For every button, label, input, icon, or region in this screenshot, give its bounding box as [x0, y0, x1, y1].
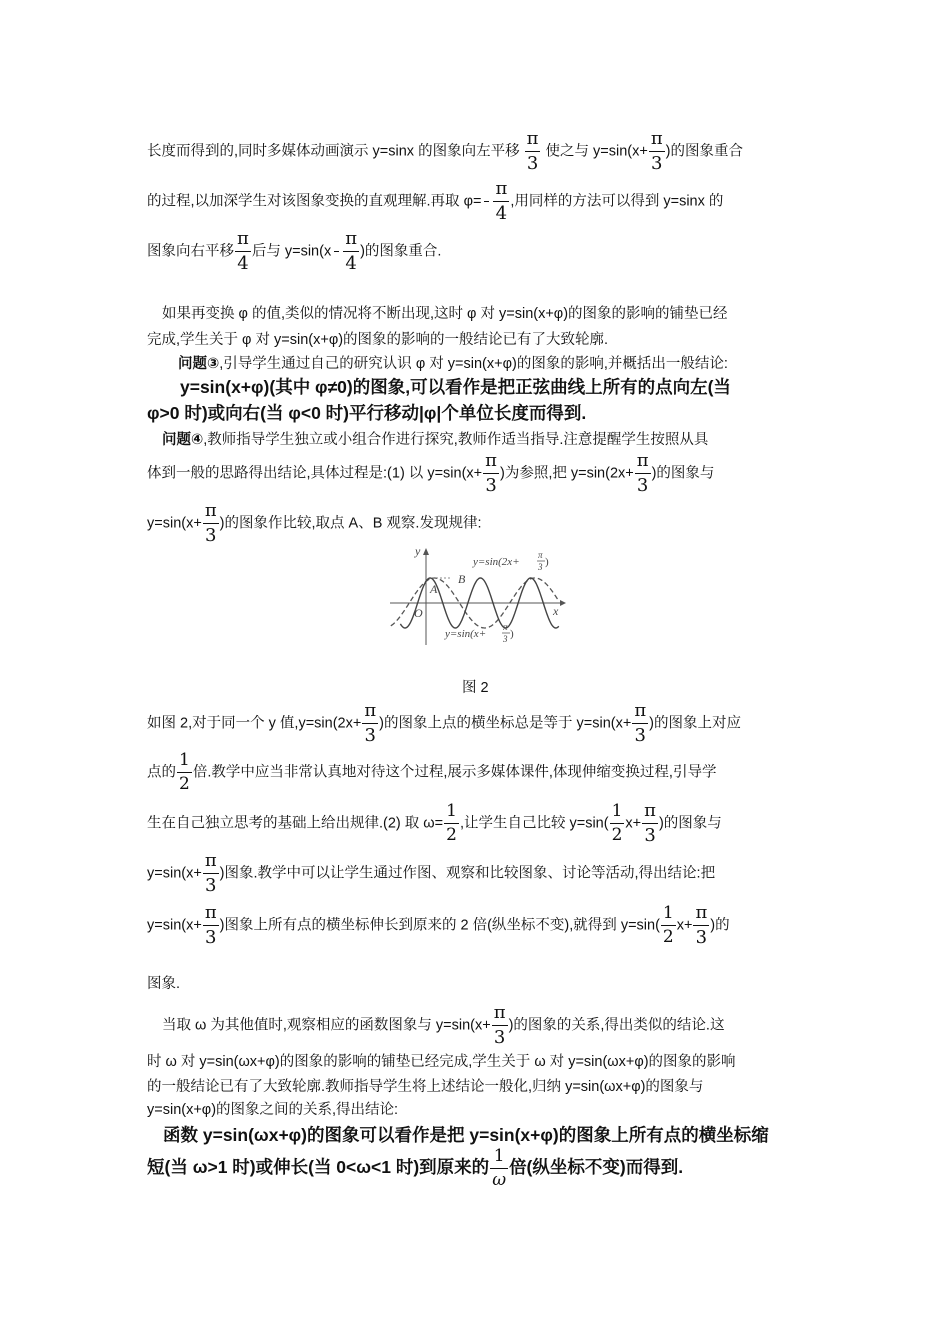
- label-curve-top-close: ): [545, 556, 549, 568]
- figure-sine-graphs: [388, 545, 568, 655]
- para5-line4: y=sin(x+φ)的图象之间的关系,得出结论:: [147, 1102, 399, 1118]
- question3-label: 问题③: [178, 356, 220, 372]
- label-curve-top: y=sin(2x+: [473, 556, 520, 568]
- fraction-pi-over-3: $\frac{\pi}{3}$: [485, 450, 497, 496]
- fraction-1-over-2: $\frac{1}{2}$: [662, 903, 674, 947]
- conclusion2-line1: 函数 y=sin(ωx+φ)的图象可以看作是把 y=sin(x+φ)的图象上所有点的横坐标缩: [163, 1125, 769, 1145]
- minus-sign: [484, 201, 489, 202]
- fraction-pi-over-4: $\frac{\pi}{4}$: [237, 228, 249, 274]
- para2-line2: 完成,学生关于 φ 对 y=sin(x+φ)的图象的影响的一般结论已有了大致轮廓.: [147, 332, 609, 348]
- fraction-pi-over-3: $\frac{\pi}{3}$: [204, 902, 217, 948]
- label-point-a: A: [430, 582, 438, 596]
- para1-line2: 的过程,以加深学生对该图象变换的直观理解.再取 φ= $\frac{\pi}{4}$ ,用同样的方法可以得到 y=sinx 的: [147, 178, 724, 224]
- para1-line1: 长度而得到的,同时多媒体动画演示 y=sinx 的图象向左平移 $\frac{\pi}{3}$ 使之与 y=sin(x+ $\frac{\pi}{3}$ )的图象重合: [147, 128, 744, 174]
- para1-line3: 图象向右平移 $\frac{\pi}{4}$ 后与 y=sin(x $\frac{\pi}{4}$ )的图象重合.: [147, 228, 442, 274]
- minus-sign: [334, 251, 339, 252]
- fraction-pi-over-3: $\frac{\pi}{3}$: [644, 800, 656, 846]
- conclusion1-line2: φ>0 时)或向右(当 φ<0 时)平行移动|φ|个单位长度而得到.: [147, 403, 587, 423]
- fraction-pi-over-4: $\frac{\pi}{4}$: [345, 228, 358, 274]
- figure-caption: 图 2: [462, 680, 489, 696]
- label-origin: O: [414, 606, 423, 620]
- question4-line2: 体到一般的思路得出结论,具体过程是:(1) 以 y=sin(x+ $\frac{\pi}{3}$ )为参照,把 y=sin(2x+ $\frac{\pi}{3}$ )的图象与: [147, 450, 715, 496]
- fraction-pi-over-3: $\frac{\pi}{3}$: [695, 902, 708, 948]
- para5-line1: 当取 ω 为其他值时,观察相应的函数图象与 y=sin(x+ $\frac{\pi}{3}$ )的图象的关系,得出类似的结论.这: [162, 1002, 725, 1048]
- conclusion2-line2: 短(当 ω>1 时)或伸长(当 0<ω<1 时)到原来的 $\frac{1}{\omega}$ 倍(纵坐标不变)而得到.: [147, 1146, 684, 1190]
- fraction-pi-over-3: $\frac{\pi}{3}$: [634, 700, 647, 746]
- fraction-pi-over-3: $\frac{\pi}{3}$: [204, 500, 217, 546]
- sine-graph-svg: [388, 545, 568, 650]
- para4-line6: 图象.: [147, 976, 181, 992]
- question4-line1: 问题④,教师指导学生独立或小组合作进行探究,教师作适当指导.注意提醒学生按照从具: [162, 432, 709, 448]
- label-curve-bottom-close: ): [510, 628, 514, 640]
- fraction-pi-over-3: $\frac{\pi}{3}$: [650, 128, 663, 174]
- label-curve-bottom: y=sin(x+: [445, 628, 487, 640]
- label-curve-bottom-three: 3: [503, 634, 508, 644]
- fraction-pi-over-3: $\frac{\pi}{3}$: [364, 700, 377, 746]
- para2-line1: 如果再变换 φ 的值,类似的情况将不断出现,这时 φ 对 y=sin(x+φ)的图象的影响的铺垫已经: [162, 306, 728, 322]
- para4-line4: y=sin(x+ $\frac{\pi}{3}$ )图象.教学中可以让学生通过作图、观察和比较图象、讨论等活动,得出结论:把: [147, 850, 716, 896]
- question3-line: 问题③,引导学生通过自己的研究认识 φ 对 y=sin(x+φ)的图象的影响,并概括出一般结论:: [178, 356, 728, 372]
- label-x: x: [553, 604, 559, 618]
- para5-line3: 的一般结论已有了大致轮廓.教师指导学生将上述结论一般化,归纳 y=sin(ωx+φ)的图象与: [147, 1079, 704, 1095]
- question4-label: 问题④: [162, 432, 204, 448]
- para4-line5: y=sin(x+ $\frac{\pi}{3}$ )图象上所有点的横坐标伸长到原来的 2 倍(纵坐标不变),就得到 y=sin( $\frac{1}{2}$ x+ $\frac{\pi}{3}$ )的: [147, 902, 730, 948]
- fraction-1-over-2: $\frac{1}{2}$: [446, 801, 457, 845]
- label-curve-top-three: 3: [538, 562, 543, 572]
- conclusion1-line1: y=sin(x+φ)(其中 φ≠0)的图象,可以看作是把正弦曲线上所有的点向左(当: [180, 377, 731, 397]
- fraction-pi-over-3: $\frac{\pi}{3}$: [636, 450, 649, 496]
- para4-line3: 生在自己独立思考的基础上给出规律.(2) 取 ω= $\frac{1}{2}$ ,让学生自己比较 y=sin( $\frac{1}{2}$ x+ $\frac{\pi}{3}$ )的图象与: [147, 800, 722, 846]
- fraction-pi-over-3: $\frac{\pi}{3}$: [204, 850, 217, 896]
- label-point-b: B: [458, 572, 466, 586]
- para4-line1: 如图 2,对于同一个 y 值,y=sin(2x+ $\frac{\pi}{3}$ )的图象上点的横坐标总是等于 y=sin(x+ $\frac{\pi}{3}$ )的图象上对应: [147, 700, 741, 746]
- question4-line3: y=sin(x+ $\frac{\pi}{3}$ )的图象作比较,取点 A、B 观察.发现规律:: [147, 500, 482, 546]
- para5-line2: 时 ω 对 y=sin(ωx+φ)的图象的影响的铺垫已经完成,学生关于 ω 对 y=sin(ωx+φ)的图象的影响: [147, 1054, 736, 1070]
- fraction-pi-over-3: $\frac{\pi}{3}$: [493, 1002, 506, 1048]
- para4-line2: 点的 $\frac{1}{2}$ 倍.教学中应当非常认真地对待这个过程,展示多媒体课件,体现伸缩变换过程,引导学: [147, 750, 717, 794]
- label-curve-top-pi: π: [538, 550, 543, 560]
- fraction-1-over-2: $\frac{1}{2}$: [179, 750, 190, 794]
- fraction-pi-over-3: $\frac{\pi}{3}$: [526, 128, 539, 174]
- fraction-1-over-omega: $\frac{1}{\omega}$: [492, 1146, 507, 1190]
- fraction-1-over-2: $\frac{1}{2}$: [611, 801, 623, 845]
- fraction-pi-over-4: $\frac{\pi}{4}$: [495, 178, 508, 224]
- label-y: y: [415, 545, 421, 558]
- label-curve-bottom-pi: π: [503, 622, 508, 632]
